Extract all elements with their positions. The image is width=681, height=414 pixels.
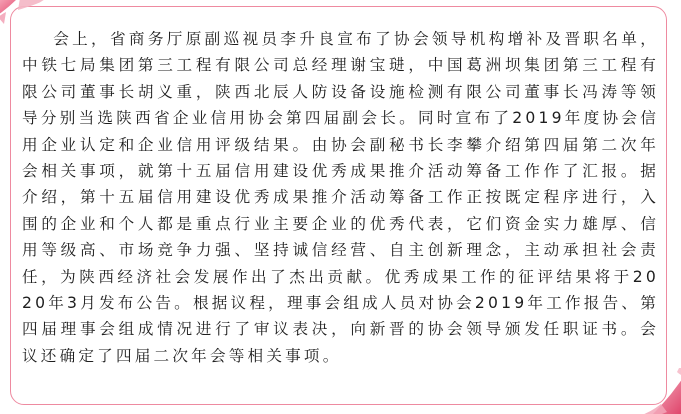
pink-ribbon-corner-icon <box>0 0 50 28</box>
pink-ribbon-corner-icon <box>621 368 681 414</box>
article-paragraph: 会上，省商务厅原副巡视员李升良宣布了协会领导机构增补及晋职名单，中铁七局集团第三工程有限公司总经理谢宝琎，中国葛洲坝集团第三工程有限公司董事长胡义重，陕西北辰人防设备设施检测有限公司董事长冯涛等领导分别当选陕西省企业信用协会第四届副会长。同时宣布了2019年度协会信用企业认定和企业信用评级结果。由协会副秘书长李攀介绍第四届第二次年会相关事项，就第十五届信用建设优秀成果推介活动筹备工作作了汇报。据介绍，第十五届信用建设优秀成果推介活动筹备工作正按既定程序进行，入围的企业和个人都是重点行业主要企业的优秀代表，它们资金实力雄厚、信用等级高、市场竞争力强、坚持诚信经营、自主创新理念，主动承担社会责任，为陕西经济社会发展作出了杰出贡献。优秀成果工作的征评结果将于2020年3月发布公告。根据议程，理事会组成人员对协会2019年工作报告、第四届理事会组成情况进行了审议表决，向新晋的协会领导颁发任职证书。会议还确定了四届二次年会等相关事项。 <box>22 30 659 365</box>
